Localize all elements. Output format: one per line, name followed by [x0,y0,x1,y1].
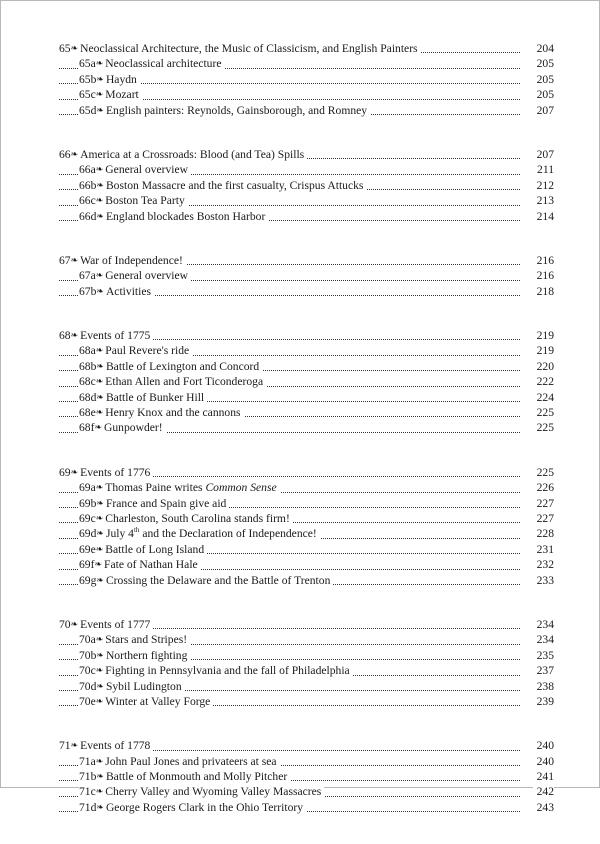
entry-title: Winter at Valley Forge [105,695,213,708]
page-number: 205 [533,72,554,87]
toc-subentry[interactable] [59,390,554,405]
entry-number: 65c [79,88,96,102]
toc-chapter-entry[interactable] [59,147,554,162]
entry-title: Battle of Long Island [105,543,207,556]
entry-number: 70 [59,617,71,631]
page-number: 240 [533,738,554,753]
entry-number: 68 [59,329,71,343]
fleuron-icon: ❧ [95,89,104,100]
toc-chapter-entry[interactable] [59,328,554,343]
entry-title: Battle of Monmouth and Molly Pitcher [106,770,290,783]
entry-number: 68c [79,375,96,389]
toc-section [59,465,554,588]
toc-section [59,147,554,224]
fleuron-icon: ❧ [95,407,104,418]
page-number: 219 [533,343,554,358]
entry-title: Fighting in Pennsylvania and the fall of Philadelphia [105,664,352,677]
entry-lead [79,420,166,435]
entry-lead [79,784,324,799]
toc-subentry[interactable] [59,694,554,709]
toc-chapter-entry[interactable] [59,253,554,268]
entry-lead [59,328,153,343]
toc-subentry[interactable] [59,103,554,118]
entry-lead [79,648,190,663]
page-number: 216 [533,253,554,268]
page-number: 226 [533,480,554,495]
entry-title: War of Independence! [80,254,186,267]
page-number: 207 [533,103,554,118]
page-number: 222 [533,374,554,389]
fleuron-icon: ❧ [70,466,79,477]
entry-title: George Rogers Clark in the Ohio Territory [106,801,306,814]
entry-number: 69c [79,511,96,525]
page-number: 213 [533,193,554,208]
page-number: 233 [533,573,554,588]
entry-title: General overview [105,269,191,282]
toc-subentry[interactable] [59,663,554,678]
entry-title: Gunpowder! [104,421,166,434]
entry-title: Neoclassical architecture [105,57,224,70]
fleuron-icon: ❧ [96,391,104,402]
toc-subentry[interactable] [59,56,554,71]
page-number: 239 [533,694,554,709]
entry-title: England blockades Boston Harbor [106,210,268,223]
page-number: 228 [533,526,554,541]
fleuron-icon: ❧ [96,771,104,782]
page-number: 219 [533,328,554,343]
fleuron-icon: ❧ [95,695,104,706]
entry-lead [79,284,154,299]
entry-number: 69d [79,527,97,541]
fleuron-icon: ❧ [70,740,79,751]
toc-section [59,617,554,709]
entry-number: 69g [79,573,97,587]
title-italic-text: Common Sense [205,481,277,495]
page-number: 231 [533,542,554,557]
entry-lead [79,769,290,784]
title-text: Thomas Paine writes [105,481,206,495]
fleuron-icon: ❧ [96,680,104,691]
entry-title: Activities [106,285,154,298]
entry-number: 65a [79,57,96,71]
toc-chapter-entry[interactable] [59,738,554,753]
toc-subentry[interactable] [59,784,554,799]
entry-number: 70a [79,633,96,647]
entry-number: 66a [79,163,96,177]
toc-subentry[interactable] [59,72,554,87]
fleuron-icon: ❧ [70,254,79,265]
toc-chapter-entry[interactable] [59,465,554,480]
toc-subentry[interactable] [59,209,554,224]
entry-number: 66d [79,209,97,223]
toc-subentry[interactable] [59,193,554,208]
entry-title: Ethan Allen and Fort Ticonderoga [105,375,266,388]
toc-subentry[interactable] [59,87,554,102]
entry-lead [79,526,320,541]
entry-lead [79,632,190,647]
entry-lead [59,617,153,632]
entry-title: Paul Revere's ride [105,344,192,357]
page-number: 234 [533,617,554,632]
entry-number: 65 [59,42,71,55]
fleuron-icon: ❧ [96,285,104,296]
entry-number: 71a [79,754,96,768]
toc-subentry[interactable] [59,420,554,435]
page-number: 238 [533,679,554,694]
entry-lead [79,496,229,511]
fleuron-icon: ❧ [96,210,104,221]
entry-title: Crossing the Delaware and the Battle of Trenton [106,574,333,587]
toc-subentry[interactable] [59,284,554,299]
fleuron-icon: ❧ [95,270,104,281]
page-number: 224 [533,390,554,405]
entry-title [105,481,279,494]
entry-title: Cherry Valley and Wyoming Valley Massacres [105,785,324,798]
entry-number: 66c [79,194,96,208]
entry-title: Events of 1778 [80,739,153,752]
entry-lead [79,209,268,224]
toc-subentry[interactable] [59,405,554,420]
entry-number: 70e [79,694,96,708]
entry-lead [79,359,262,374]
entry-lead [79,87,142,102]
fleuron-icon: ❧ [96,104,104,115]
entry-lead [59,253,186,268]
entry-title: Stars and Stripes! [105,633,190,646]
entry-title: Battle of Lexington and Concord [106,360,262,373]
fleuron-icon: ❧ [95,482,104,493]
entry-title: Boston Massacre and the first casualty, Crispus Attucks [106,179,367,192]
entry-number: 71c [79,785,96,799]
toc-section [59,253,554,299]
page-number: 240 [533,754,554,769]
fleuron-icon: ❧ [95,512,104,523]
entry-lead [79,679,185,694]
entry-number: 66 [59,147,71,161]
entry-title: Charleston, South Carolina stands firm! [105,512,293,525]
toc-subentry[interactable] [59,769,554,784]
entry-number: 70c [79,664,96,678]
fleuron-icon: ❧ [96,73,104,84]
entry-lead [79,343,192,358]
page-number: 237 [533,663,554,678]
fleuron-icon: ❧ [95,164,104,175]
page-number: 214 [533,209,554,224]
toc-subentry[interactable] [59,496,554,511]
toc-subentry[interactable] [59,542,554,557]
toc-subentry[interactable] [59,359,554,374]
fleuron-icon: ❧ [96,801,104,812]
entry-lead [79,557,201,572]
entry-title [106,527,320,540]
entry-number: 70d [79,679,97,693]
page-number: 218 [533,284,554,299]
page-number: 212 [533,178,554,193]
entry-lead [79,374,266,389]
entry-title: America at a Crossroads: Blood (and Tea) Spills [80,148,307,161]
toc-subentry[interactable] [59,679,554,694]
entry-lead [59,738,153,753]
entry-lead [59,41,421,56]
page-number: 227 [533,496,554,511]
fleuron-icon: ❧ [96,528,104,539]
toc-subentry[interactable] [59,557,554,572]
toc-chapter-entry[interactable] [59,617,554,632]
page-number: 227 [533,511,554,526]
entry-number: 69b [79,496,97,510]
entry-number: 70b [79,648,97,662]
fleuron-icon: ❧ [94,559,103,570]
fleuron-icon: ❧ [95,345,104,356]
entry-title: France and Spain give aid [106,497,229,510]
toc-chapter-entry[interactable] [59,41,554,56]
toc-subentry[interactable] [59,374,554,389]
fleuron-icon: ❧ [70,618,79,629]
entry-lead [79,162,191,177]
entry-number: 69 [59,465,71,479]
page-number: 242 [533,784,554,799]
fleuron-icon: ❧ [96,574,104,585]
entry-lead [79,178,366,193]
entry-lead [79,480,280,495]
entry-number: 67b [79,284,97,298]
entry-title: Events of 1777 [80,618,153,631]
entry-title: Boston Tea Party [105,194,187,207]
fleuron-icon: ❧ [96,360,104,371]
entry-lead [79,103,370,118]
entry-lead [79,268,191,283]
entry-title: Haydn [106,73,140,86]
fleuron-icon: ❧ [70,43,79,53]
entry-title: John Paul Jones and privateers at sea [105,755,279,768]
entry-title: English painters: Reynolds, Gainsborough, and Romney [106,104,370,117]
entry-lead [59,147,307,162]
toc-subentry[interactable] [59,162,554,177]
entry-lead [79,405,244,420]
entry-title: Henry Knox and the cannons [105,406,243,419]
fleuron-icon: ❧ [96,179,104,190]
page-number: 220 [533,359,554,374]
page-number: 232 [533,557,554,572]
fleuron-icon: ❧ [95,543,104,554]
entry-number: 68f [79,421,95,435]
page-number: 211 [533,162,554,177]
entry-title: Battle of Bunker Hill [106,391,207,404]
fleuron-icon: ❧ [96,497,104,508]
entry-lead [79,694,213,709]
toc-subentry[interactable] [59,343,554,358]
fleuron-icon: ❧ [95,786,104,797]
toc-section [59,738,554,815]
page-number: 207 [533,147,554,162]
entry-number: 67 [59,253,71,267]
entry-lead [79,800,306,815]
toc-subentry[interactable] [59,648,554,663]
entry-title: Fate of Nathan Hale [104,558,201,571]
toc-section [59,41,554,118]
entry-number: 71d [79,800,97,814]
toc-subentry[interactable] [59,800,554,815]
fleuron-icon: ❧ [95,755,104,766]
fleuron-icon: ❧ [95,665,104,676]
page-number: 225 [533,405,554,420]
page-number: 225 [533,465,554,480]
entry-number: 71 [59,739,71,753]
page-number: 243 [533,800,554,815]
table-of-contents [59,41,554,844]
entry-title: Sybil Ludington [106,680,185,693]
entry-lead [79,72,140,87]
toc-subentry[interactable] [59,632,554,647]
title-text: July 4 [105,527,134,541]
title-text: and the Declaration of Independence! [139,527,317,541]
toc-subentry[interactable] [59,573,554,588]
entry-number: 67a [79,269,96,283]
fleuron-icon: ❧ [95,195,104,206]
page-number: 204 [533,41,554,56]
toc-subentry[interactable] [59,511,554,526]
entry-title: Northern fighting [106,649,190,662]
fleuron-icon: ❧ [70,148,79,159]
fleuron-icon: ❧ [70,330,79,341]
page-number: 205 [533,87,554,102]
page-number: 205 [533,56,554,71]
fleuron-icon: ❧ [95,58,104,69]
entry-number: 68e [79,406,96,420]
entry-lead [79,390,207,405]
entry-number: 68b [79,359,97,373]
entry-lead [79,193,188,208]
entry-number: 69f [79,558,95,572]
page-number: 216 [533,268,554,283]
entry-number: 69e [79,542,96,556]
entry-title: General overview [105,163,191,176]
entry-number: 68d [79,390,97,404]
fleuron-icon: ❧ [96,649,104,660]
entry-number: 66b [79,178,97,192]
entry-number: 65b [79,72,97,86]
entry-title: Mozart [105,88,141,101]
entry-lead [79,573,333,588]
toc-subentry[interactable] [59,178,554,193]
entry-number: 69a [79,481,96,495]
fleuron-icon: ❧ [95,634,104,645]
page-number: 241 [533,769,554,784]
entry-lead [59,465,153,480]
toc-subentry[interactable] [59,526,554,541]
entry-title: Neoclassical Architecture, the Music of Classicism, and English Painters [80,42,420,55]
entry-number: 68a [79,344,96,358]
toc-subentry[interactable] [59,268,554,283]
entry-lead [79,663,353,678]
entry-title: Events of 1776 [80,466,153,479]
entry-title: Events of 1775 [80,329,153,342]
toc-subentry[interactable] [59,480,554,495]
entry-number: 65d [79,103,97,117]
page-number: 234 [533,632,554,647]
fleuron-icon: ❧ [95,376,104,387]
entry-lead [79,511,293,526]
entry-lead [79,542,207,557]
toc-subentry[interactable] [59,754,554,769]
entry-number: 71b [79,770,97,784]
toc-section [59,328,554,436]
entry-lead [79,56,225,71]
entry-lead [79,754,280,769]
page-number: 225 [533,420,554,435]
title-superscript: th [133,526,140,535]
page-number: 235 [533,648,554,663]
fleuron-icon: ❧ [94,422,103,433]
